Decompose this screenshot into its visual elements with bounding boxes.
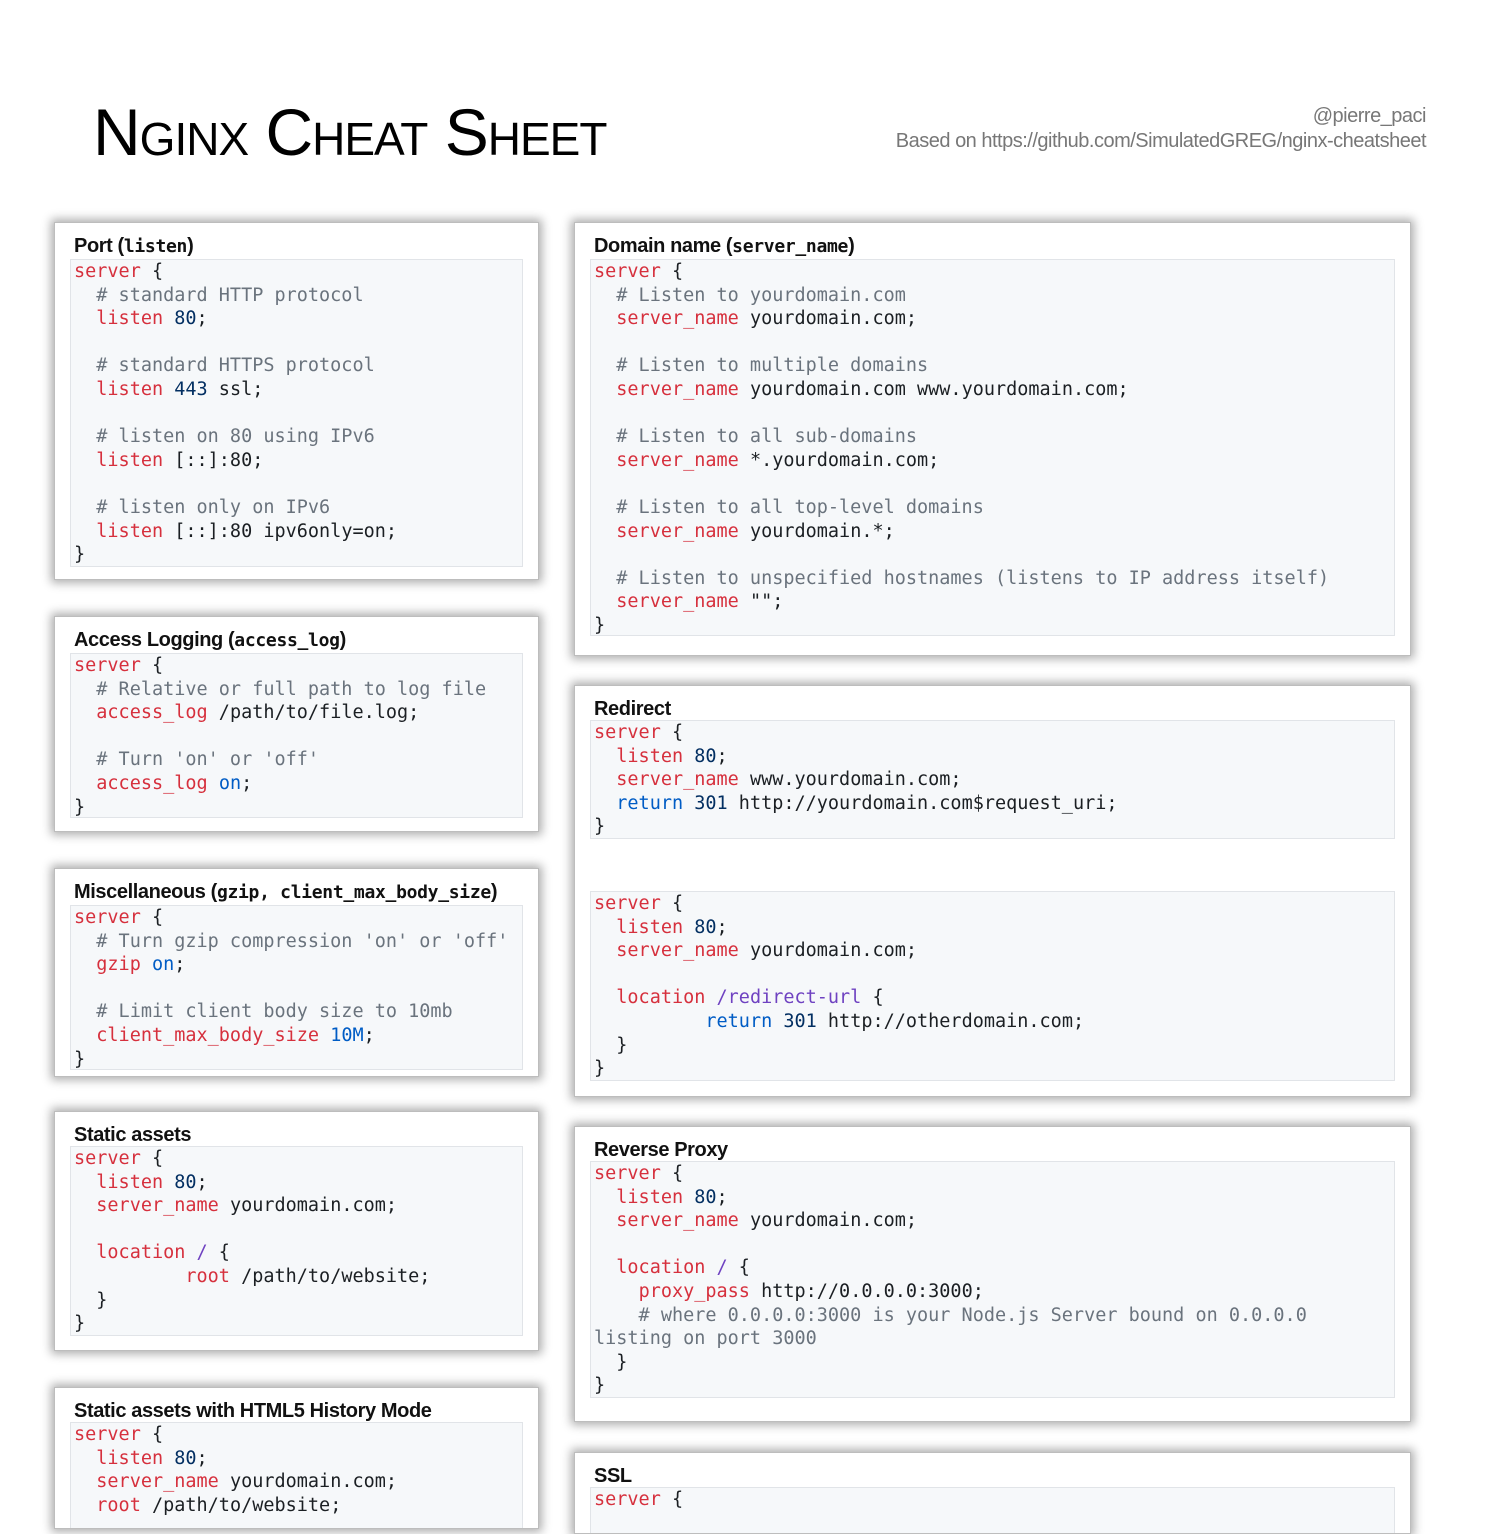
code-line	[74, 931, 508, 952]
code-token: ;	[241, 772, 253, 794]
code-line	[74, 797, 85, 818]
code-line	[594, 1352, 627, 1373]
card-title: Access Logging (access_log)	[74, 629, 346, 651]
code-token: yourdomain.com;	[738, 940, 918, 962]
code-token: return	[705, 1010, 773, 1032]
code-token	[594, 379, 616, 400]
code-token: on	[151, 954, 175, 976]
code-token	[74, 308, 96, 329]
code-line	[74, 285, 364, 306]
code-block	[70, 905, 523, 1070]
code-token	[594, 769, 616, 790]
reverse-proxy-card	[574, 1126, 1411, 1422]
code-line	[594, 285, 906, 306]
code-line	[594, 308, 917, 329]
code-token: ssl;	[207, 378, 264, 400]
code-line	[74, 521, 397, 542]
code-line	[594, 1035, 627, 1056]
code-token	[74, 450, 96, 471]
code-token	[594, 450, 616, 471]
code-token	[74, 1471, 96, 1492]
code-token: /path/to/file.log;	[207, 702, 420, 724]
code-line	[74, 355, 375, 376]
port-card	[54, 222, 539, 580]
card-title: Static assets with HTML5 History Mode	[74, 1400, 432, 1422]
code-token: /	[716, 1257, 728, 1279]
card-title: Redirect	[594, 698, 671, 720]
code-token: /	[196, 1242, 208, 1264]
code-token: }	[594, 1058, 606, 1080]
code-token	[594, 1281, 639, 1302]
code-token: listen	[96, 1171, 164, 1193]
code-token: proxy_pass	[638, 1280, 750, 1302]
code-token	[74, 1242, 96, 1263]
code-block	[70, 1422, 523, 1529]
code-token: yourdomain.com www.yourdomain.com;	[738, 378, 1129, 400]
code-token: # standard HTTPS protocol	[74, 355, 375, 377]
code-token: }	[74, 796, 86, 818]
code-token	[594, 940, 616, 961]
code-token: listen	[96, 1447, 164, 1469]
code-line	[74, 544, 85, 565]
code-token: http://yourdomain.com$request_uri;	[727, 792, 1118, 814]
code-token: # Relative or full path to log file	[74, 678, 487, 700]
code-line	[74, 1195, 397, 1216]
code-token: }	[74, 1313, 86, 1335]
code-token: ;	[363, 1024, 375, 1046]
code-token: server_name	[96, 1195, 219, 1217]
code-line	[594, 722, 683, 743]
code-token	[683, 793, 694, 814]
code-token: server	[594, 1163, 661, 1184]
code-token: # Listen to yourdomain.com	[594, 284, 906, 306]
code-text	[71, 1147, 522, 1336]
code-line	[594, 1305, 1307, 1326]
code-token: 10M	[330, 1024, 364, 1046]
code-token: {	[140, 1148, 164, 1169]
static-assets-card	[54, 1111, 539, 1351]
code-token	[705, 987, 716, 1008]
code-token: 80	[694, 1186, 717, 1208]
code-token: server_name	[616, 1210, 739, 1232]
code-line	[74, 1049, 85, 1070]
code-line	[594, 816, 605, 837]
code-line	[74, 1471, 397, 1492]
code-text	[591, 260, 1394, 638]
code-token	[185, 1242, 196, 1263]
code-token: # Listen to multiple domains	[594, 355, 929, 377]
code-token: 80	[174, 1447, 197, 1469]
code-token: yourdomain.com;	[218, 1471, 398, 1493]
page-title: Nginx Cheat Sheet	[93, 95, 607, 169]
code-token: client_max_body_size	[96, 1024, 320, 1046]
code-token: }	[594, 816, 606, 838]
code-token: {	[660, 1489, 684, 1510]
code-token: server	[594, 893, 661, 914]
card-title: Static assets	[74, 1124, 192, 1146]
code-block	[70, 653, 523, 818]
code-token	[594, 1011, 705, 1032]
code-token	[74, 1195, 96, 1216]
code-line	[74, 1448, 208, 1469]
code-text	[71, 260, 522, 567]
code-text	[71, 1423, 522, 1517]
code-line	[74, 954, 185, 975]
code-line	[594, 497, 984, 518]
code-token: yourdomain.com;	[218, 1195, 398, 1217]
code-token	[594, 1187, 616, 1208]
code-token: {	[660, 722, 684, 743]
code-token: 80	[694, 745, 717, 767]
code-line	[594, 521, 895, 542]
code-token: server_name	[96, 1471, 219, 1493]
code-line	[74, 1266, 430, 1287]
code-token: # Listen to unspecified hostnames (listens to IP address itself)	[594, 567, 1330, 589]
code-line	[74, 1148, 163, 1169]
access-log-card	[54, 616, 539, 832]
code-token: ;	[716, 1186, 728, 1208]
code-token: server	[74, 1148, 141, 1169]
code-token: server	[74, 1424, 141, 1445]
code-line	[594, 355, 928, 376]
code-line	[74, 1313, 85, 1334]
code-token: server_name	[616, 378, 739, 400]
code-line	[74, 679, 486, 700]
card-title: Domain name (server_name)	[594, 235, 855, 257]
code-token: {	[861, 987, 884, 1009]
code-token: server_name	[616, 591, 739, 613]
code-line	[74, 702, 419, 723]
code-token: 301	[783, 1010, 817, 1032]
code-token	[594, 521, 616, 542]
code-line	[74, 1001, 453, 1022]
code-token: root	[185, 1265, 230, 1287]
code-token: server	[74, 261, 141, 282]
code-token	[74, 1266, 185, 1287]
code-line	[74, 308, 208, 329]
code-line	[594, 379, 1129, 400]
code-token: location	[616, 1257, 706, 1279]
code-line	[74, 1495, 341, 1516]
code-line	[74, 1424, 163, 1445]
code-token: server	[74, 655, 141, 676]
code-token	[74, 954, 96, 975]
code-line	[594, 987, 884, 1008]
code-token	[74, 521, 96, 542]
code-token: gzip	[96, 954, 141, 976]
code-token	[683, 917, 694, 938]
code-token	[772, 1011, 783, 1032]
code-token: yourdomain.com;	[738, 308, 918, 330]
code-text	[591, 892, 1394, 1081]
code-token: return	[616, 792, 684, 814]
code-token: server_name	[616, 520, 739, 542]
code-text	[71, 906, 522, 1071]
code-token	[683, 746, 694, 767]
code-text	[591, 721, 1394, 839]
code-token: {	[140, 261, 164, 282]
code-token: 80	[174, 1171, 197, 1193]
code-token: {	[207, 1242, 230, 1264]
code-line	[594, 1210, 917, 1231]
code-block	[590, 1487, 1395, 1534]
code-token	[74, 1025, 96, 1046]
code-line	[594, 1328, 817, 1349]
code-token: [::]:80;	[163, 449, 264, 471]
card-title: Reverse Proxy	[594, 1139, 728, 1161]
code-token: www.yourdomain.com;	[738, 769, 962, 791]
code-token: # Listen to all top-level domains	[594, 496, 984, 518]
author-handle: @pierre_paci	[1312, 105, 1426, 127]
ssl-card	[574, 1452, 1411, 1534]
history-mode-card	[54, 1387, 539, 1529]
code-block	[70, 1146, 523, 1336]
code-token	[163, 308, 174, 329]
code-line	[74, 749, 319, 770]
code-line	[594, 591, 783, 612]
code-token	[163, 1448, 174, 1469]
code-token	[74, 702, 96, 723]
code-token: 80	[694, 916, 717, 938]
code-token: }	[74, 1048, 86, 1070]
code-token	[74, 379, 96, 400]
code-token: ;	[716, 745, 728, 767]
code-token: http://otherdomain.com;	[816, 1010, 1085, 1032]
code-line	[594, 1163, 683, 1184]
credits	[896, 104, 1426, 154]
code-line	[74, 450, 263, 471]
code-line	[594, 1187, 728, 1208]
code-text	[71, 654, 522, 819]
card-title: Port (listen)	[74, 235, 194, 257]
code-line	[594, 793, 1118, 814]
code-token: server_name	[616, 308, 739, 330]
code-token: listen	[616, 1186, 684, 1208]
code-token: {	[140, 655, 164, 676]
code-line	[74, 1290, 107, 1311]
code-token: ;	[174, 954, 186, 976]
code-token	[163, 1172, 174, 1193]
code-token: listen	[96, 449, 164, 471]
code-token: ;	[196, 308, 208, 330]
code-token: server	[594, 722, 661, 743]
code-token	[594, 987, 616, 1008]
code-token	[594, 746, 616, 767]
code-token: listen	[616, 916, 684, 938]
code-token: access_log	[96, 772, 208, 794]
code-line	[594, 426, 917, 447]
code-token: /path/to/website;	[229, 1265, 431, 1287]
code-line	[594, 1281, 984, 1302]
code-token: {	[660, 893, 684, 914]
code-token: ;	[196, 1171, 208, 1193]
code-token: 80	[174, 308, 197, 330]
code-token: }	[74, 544, 86, 566]
code-token: {	[140, 907, 164, 928]
code-token: location	[96, 1242, 186, 1264]
code-token: }	[594, 1375, 606, 1397]
code-token: listen	[96, 308, 164, 330]
code-token: ;	[196, 1447, 208, 1469]
code-token	[319, 1025, 330, 1046]
code-line	[594, 1375, 605, 1396]
code-line	[74, 907, 163, 928]
domain-name-card	[574, 222, 1411, 656]
code-token: "";	[738, 591, 784, 613]
code-line	[594, 261, 683, 282]
code-token	[705, 1257, 716, 1278]
code-token: server_name	[616, 449, 739, 471]
code-token	[594, 1210, 616, 1231]
code-token	[594, 793, 616, 814]
code-token: server	[74, 907, 141, 928]
code-block	[70, 259, 523, 567]
code-token	[208, 773, 219, 794]
card-title: SSL	[594, 1465, 632, 1487]
code-token: /redirect-url	[716, 987, 862, 1009]
code-token: # Turn gzip compression 'on' or 'off'	[74, 930, 509, 952]
code-line	[74, 426, 375, 447]
card-title: Miscellaneous (gzip, client_max_body_size)	[74, 881, 498, 903]
code-line	[594, 1011, 1084, 1032]
code-line	[74, 655, 163, 676]
code-block	[590, 1161, 1395, 1398]
code-token: # listen only on IPv6	[74, 496, 331, 518]
code-line	[74, 497, 330, 518]
code-line	[594, 450, 939, 471]
code-token	[163, 379, 174, 400]
code-token: # where 0.0.0.0:3000 is your Node.js Server bound on 0.0.0.0	[594, 1304, 1307, 1326]
code-token: listing on port 3000	[594, 1328, 817, 1350]
code-token: http://0.0.0.0:3000;	[749, 1280, 984, 1302]
code-token: listen	[96, 520, 164, 542]
code-block	[590, 259, 1395, 636]
code-token: on	[218, 772, 242, 794]
code-line	[74, 1025, 375, 1046]
code-token	[74, 1448, 96, 1469]
redirect-card	[574, 685, 1411, 1097]
code-text	[591, 1162, 1394, 1398]
code-token: root	[96, 1494, 141, 1516]
code-line	[594, 1257, 750, 1278]
code-token: yourdomain.*;	[738, 520, 895, 542]
code-token: server	[594, 261, 661, 282]
code-token	[683, 1187, 694, 1208]
code-token: # listen on 80 using IPv6	[74, 426, 375, 448]
code-line	[594, 769, 962, 790]
code-token: # Listen to all sub-domains	[594, 426, 918, 448]
code-token	[594, 917, 616, 938]
code-token: }	[594, 1351, 628, 1373]
code-token	[74, 1172, 96, 1193]
code-line	[594, 568, 1329, 589]
code-line	[594, 940, 917, 961]
code-token: {	[660, 261, 684, 282]
code-token	[141, 954, 152, 975]
code-token: [::]:80 ipv6only=on;	[163, 520, 398, 542]
code-token: {	[727, 1257, 750, 1279]
code-block	[590, 720, 1395, 839]
code-token: }	[594, 614, 606, 636]
code-token: server_name	[616, 940, 739, 962]
code-token: *.yourdomain.com;	[738, 449, 940, 471]
code-line	[74, 1172, 208, 1193]
code-token	[74, 773, 96, 794]
code-token: server	[594, 1489, 661, 1510]
code-token: # standard HTTP protocol	[74, 284, 364, 306]
code-token: }	[74, 1289, 108, 1311]
code-line	[594, 746, 728, 767]
code-token: ;	[716, 916, 728, 938]
code-token: }	[594, 1034, 628, 1056]
code-line	[594, 1058, 605, 1079]
code-token: # Limit client body size to 10mb	[74, 1001, 453, 1023]
code-token: /path/to/website;	[140, 1494, 342, 1516]
code-token: server_name	[616, 769, 739, 791]
code-line	[74, 261, 163, 282]
code-line	[74, 1242, 230, 1263]
code-token	[594, 1257, 616, 1278]
code-token: yourdomain.com;	[738, 1210, 918, 1232]
code-line	[594, 615, 605, 636]
code-line	[74, 773, 252, 794]
code-token: {	[140, 1424, 164, 1445]
code-token	[594, 591, 616, 612]
code-token	[594, 308, 616, 329]
source-link: Based on https://github.com/SimulatedGREG/nginx-cheatsheet	[895, 130, 1426, 152]
code-line	[74, 379, 263, 400]
code-token: 301	[694, 792, 728, 814]
code-token: location	[616, 987, 706, 1009]
code-block-secondary	[590, 891, 1395, 1081]
code-token: {	[660, 1163, 684, 1184]
code-line	[594, 893, 683, 914]
code-token: listen	[616, 745, 684, 767]
code-token: # Turn 'on' or 'off'	[74, 749, 320, 771]
code-token: 443	[174, 378, 208, 400]
misc-card	[54, 868, 539, 1077]
code-line	[594, 917, 728, 938]
code-token: listen	[96, 378, 164, 400]
code-token: access_log	[96, 702, 208, 724]
code-token	[74, 1495, 96, 1516]
